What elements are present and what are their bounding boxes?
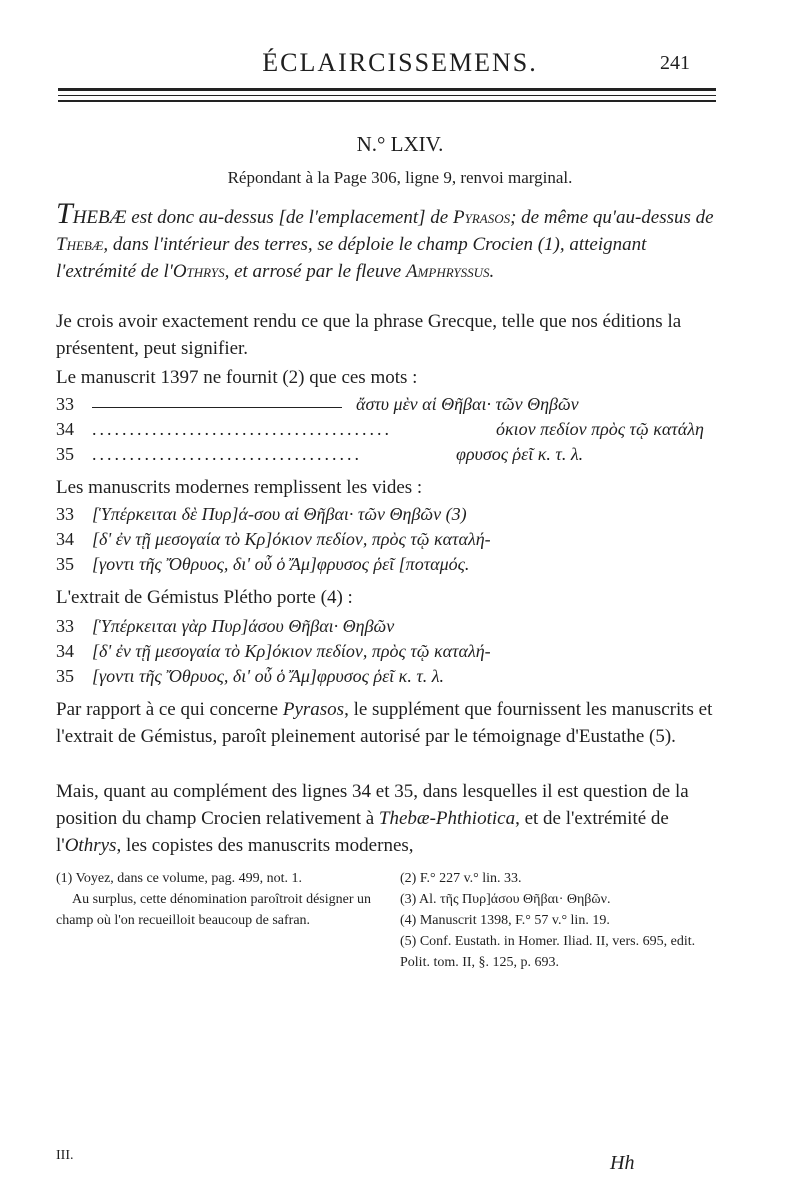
ms1397-line: 33 ἄστυ μὲν αἱ Θῆβαι· τῶν Θηβῶν [56, 394, 579, 414]
modern-ms-line: 34 [δ' ἐν τῇ μεσογαία τὸ Κρ]όκιον πεδίον, πρὸς τῷ καταλή- [56, 529, 491, 549]
header-rule-thick [58, 88, 716, 91]
header-rule-medium [58, 100, 716, 102]
running-title: ÉCLAIRCISSEMENS. [262, 48, 538, 77]
footnote: (5) Conf. Eustath. in Homer. Iliad. II, vers. 695, edit. Polit. tom. II, §. 125, p. 693. [400, 934, 696, 970]
paragraph-gemistus: L'extrait de Gémistus Plétho porte (4) : [56, 587, 353, 608]
page-number: 241 [660, 52, 690, 74]
drop-capital: T [56, 197, 73, 230]
gemistus-line: 33 [Ὑπέρκειται γὰρ Πυρ]άσου Θῆβαι· Θηβῶν [56, 616, 395, 636]
section-reference: Répondant à la Page 306, ligne 9, renvoi marginal. [227, 168, 573, 187]
footnotes-right [400, 868, 716, 973]
volume-number: III. [56, 1148, 74, 1163]
page-header [0, 48, 800, 88]
gemistus-line: 35 [γοντι τῆς Ὄθρυος, δι' οὗ ὁ Ἄμ]φρυσος ῥεῖ κ. τ. λ. [56, 666, 445, 686]
footnotes-left [56, 868, 376, 931]
ms1397-line: 34 ........................................ όκιον πεδίον πρὸς τῷ κατάλη [56, 419, 704, 439]
footnote: (2) F.° 227 v.° lin. 33. [400, 871, 522, 886]
section-number: N.° LXIV. [356, 132, 444, 156]
modern-ms-line: 33 [Ὑπέρκειται δὲ Πυρ]ά-σου αἱ Θῆβαι· τῶν Θηβῶν (3) [56, 504, 467, 524]
modern-ms-line: 35 [γοντι τῆς Ὄθρυος, δι' οὗ ὁ Ἄμ]φρυσος ῥεῖ [ποταμός. [56, 554, 470, 574]
paragraph-eustathe: Par rapport à ce qui concerne Pyrasos, le supplément que fournissent les manuscrits et l'extrait de Gémistus, paroît pleinement autorisé par le témoignage d'Eustathe (5). [56, 699, 713, 747]
paragraph-modern: Les manuscrits modernes remplissent les vides : [56, 477, 423, 498]
footnote: (3) Al. τῆς Πυρ]άσου Θῆβαι· Θηβῶν. [400, 892, 611, 907]
paragraph-phrase: Je crois avoir exactement rendu ce que la phrase Grecque, telle que nos éditions la présentent, peut signifier. [56, 311, 682, 359]
signature-mark: Hh [610, 1152, 635, 1174]
paragraph-complement: Mais, quant au complément des lignes 34 et 35, dans lesquelles il est question de la position du champ Crocien relativement à Thebæ-Phthiotica, et de l'extrémité de l'Othrys, les copistes des manuscrits modernes, [56, 781, 689, 856]
footnote: (1) Voyez, dans ce volume, pag. 499, not. 1. [56, 871, 302, 886]
header-rule-thin [58, 95, 716, 96]
paragraph-thebae: THEBÆ est donc au-dessus [de l'emplacement] de Pyrasos; de même qu'au-dessus de Thebæ, dans l'intérieur des terres, se déploie le champ Crocien (1), atteignant l'extrémité de l'Othrys, et arrosé par le fleuve Amphryssus. [56, 197, 714, 282]
ms1397-line: 35 .................................... φρυσος ῥεῖ κ. τ. λ. [56, 444, 584, 464]
footnote: Au surplus, cette dénomination paroîtroit désigner un champ où l'on recueilloit beaucoup de safran. [56, 892, 371, 928]
footnote: (4) Manuscrit 1398, F.° 57 v.° lin. 19. [400, 913, 610, 928]
paragraph-ms1397: Le manuscrit 1397 ne fournit (2) que ces mots : [56, 367, 418, 388]
gemistus-line: 34 [δ' ἐν τῇ μεσογαία τὸ Κρ]όκιον πεδίον, πρὸς τῷ καταλή- [56, 641, 491, 661]
